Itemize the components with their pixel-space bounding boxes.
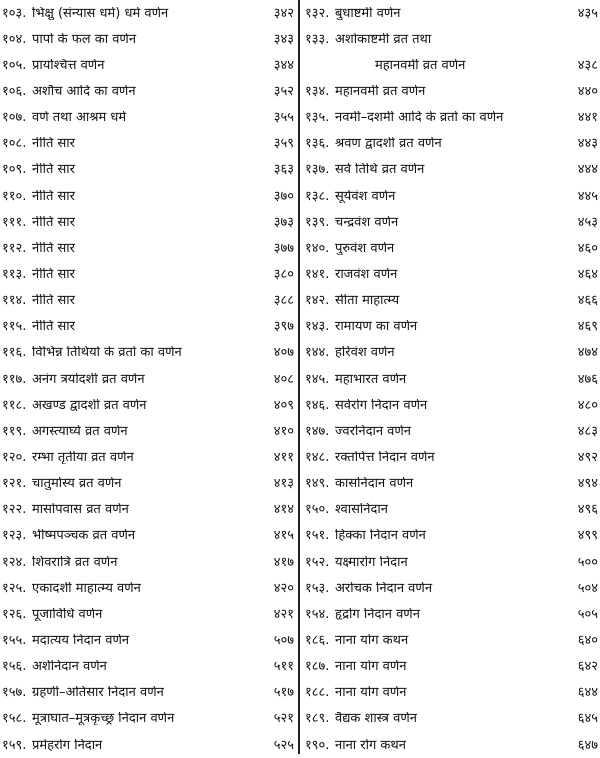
page-number: ३५५ [273, 110, 294, 126]
toc-entry [305, 497, 598, 523]
chapter-number: १०४. [2, 31, 27, 47]
chapter-title: नीति सार [32, 241, 75, 255]
page-number: ३७७ [273, 240, 294, 256]
page-number: ५११ [273, 659, 294, 675]
page-number: ६४४ [577, 685, 598, 701]
page-number: ३८८ [273, 293, 294, 309]
toc-entry [305, 366, 598, 392]
toc-entry [305, 78, 598, 104]
toc-entry [2, 26, 294, 52]
chapter-title: श्वासनिदान [335, 503, 388, 517]
chapter-title: नाना योग वर्णन [335, 660, 407, 674]
chapter-number: १०३. [2, 5, 27, 21]
toc-entry [305, 549, 598, 575]
chapter-number: ११०. [2, 188, 27, 204]
page-number: ४०७ [273, 345, 294, 361]
toc-entry [305, 444, 598, 470]
page-number: ३४४ [273, 57, 294, 73]
page-number: ३५९ [273, 136, 294, 152]
chapter-number: १३२. [305, 5, 330, 21]
chapter-title: नीति सार [32, 320, 75, 334]
chapter-number: १२२. [2, 502, 27, 518]
toc-entry [305, 627, 598, 653]
page-number: ३९७ [273, 319, 294, 335]
chapter-title: अर्शनिदान वर्णन [32, 660, 107, 674]
toc-entry [2, 314, 294, 340]
page-number: ४३८ [577, 57, 598, 73]
page-number: ४१३ [273, 476, 294, 492]
toc-entry [2, 575, 294, 601]
toc-entry [305, 26, 598, 52]
page-number: ३८० [273, 266, 294, 282]
chapter-title: वर्ण तथा आश्रम धर्म [32, 111, 127, 125]
chapter-title: प्रायश्चित्त वर्णन [32, 58, 105, 72]
chapter-title: ग्रहणी–अतिसार निदान वर्णन [32, 686, 164, 700]
page-number: ४६६ [577, 293, 598, 309]
page-number: ५१७ [273, 685, 294, 701]
chapter-number: १२०. [2, 449, 27, 465]
chapter-number: १५०. [305, 502, 330, 518]
chapter-title: चातुर्मास्य व्रत वर्णन [32, 477, 122, 491]
chapter-title: बुधाष्टमी वर्णन [335, 6, 401, 20]
toc-entry [2, 654, 294, 680]
page-number: ३७३ [273, 214, 294, 230]
page-number: ४७४ [577, 345, 598, 361]
left-column [2, 0, 294, 758]
chapter-number: ११६. [2, 345, 27, 361]
toc-entry [2, 523, 294, 549]
chapter-number: ११५. [2, 319, 27, 335]
chapter-number: १५९. [2, 737, 27, 753]
chapter-number: १५५. [2, 632, 27, 648]
page-number: ४९९ [577, 528, 598, 544]
toc-entry [305, 654, 598, 680]
page-number: ४६० [577, 240, 598, 256]
page-number: ५०० [577, 554, 598, 570]
toc-entry [305, 601, 598, 627]
toc-entry [2, 392, 294, 418]
chapter-title: प्रमेहरोग निदान [32, 738, 103, 752]
toc-entry [305, 209, 598, 235]
chapter-number: १८७. [305, 659, 330, 675]
toc-entry [2, 235, 294, 261]
toc-entry [2, 706, 294, 732]
toc-entry [2, 340, 294, 366]
toc-entry [2, 78, 294, 104]
toc-entry [2, 471, 294, 497]
toc-entry [305, 157, 598, 183]
chapter-title: सर्व तिथि व्रत वर्णन [335, 163, 425, 177]
chapter-title: अशोकाष्टमी व्रत तथा [335, 32, 432, 46]
chapter-number: १३४. [305, 83, 330, 99]
page-number: ५०७ [273, 632, 294, 648]
chapter-number: १५२. [305, 554, 330, 570]
chapter-title: सर्वरोग निदान वर्णन [335, 398, 428, 412]
chapter-title: नीति सार [32, 267, 75, 281]
chapter-number: १५३. [305, 580, 330, 596]
toc-entry [305, 261, 598, 287]
chapter-title: मूत्राघात–मूत्रकृच्छ्र निदान वर्णन [32, 712, 175, 726]
toc-entry [2, 131, 294, 157]
page-number: ४७६ [577, 371, 598, 387]
toc-entry [2, 288, 294, 314]
toc-entry [305, 706, 598, 732]
chapter-number: १०७. [2, 110, 27, 126]
chapter-number: ११८. [2, 397, 27, 413]
column-divider [298, 0, 300, 754]
chapter-number: १११. [2, 214, 27, 230]
chapter-number: १४३. [305, 319, 330, 335]
chapter-title: राजवंश वर्णन [335, 267, 398, 281]
chapter-title: अखण्ड द्वादशी व्रत वर्णन [32, 398, 147, 412]
page-number: ४९४ [577, 476, 598, 492]
page-number: ४१५ [273, 528, 294, 544]
chapter-number: १०८. [2, 136, 27, 152]
chapter-title: वैद्यक शास्त्र वर्णन [335, 712, 417, 726]
page-number: ४९२ [577, 449, 598, 465]
page-number: ५२५ [273, 737, 294, 753]
chapter-number: १३३. [305, 31, 330, 47]
chapter-number: ११९. [2, 423, 27, 439]
chapter-title: कासनिदान वर्णन [335, 477, 414, 491]
page-number: ४६४ [577, 266, 598, 282]
page-number: ६४० [577, 632, 598, 648]
page-number: ४८३ [577, 423, 598, 439]
page-number: ३४२ [273, 5, 294, 21]
chapter-number: १५६. [2, 659, 27, 675]
chapter-number: १०६. [2, 83, 27, 99]
toc-entry [2, 497, 294, 523]
page-number: ३७० [273, 188, 294, 204]
chapter-number: १०९. [2, 162, 27, 178]
page-number: ४३५ [577, 5, 598, 21]
page-number: ४४४ [577, 162, 598, 178]
chapter-title: नीति सार [32, 294, 75, 308]
chapter-title: मासोपवास व्रत वर्णन [32, 503, 129, 517]
chapter-title: नीति सार [32, 215, 75, 229]
toc-entry [305, 183, 598, 209]
page-number: ४१७ [273, 554, 294, 570]
page-number: ५२१ [273, 711, 294, 727]
page-number: ४१० [273, 423, 294, 439]
chapter-number: १३५. [305, 110, 330, 126]
chapter-title: भीष्मपञ्चक व्रत वर्णन [32, 529, 136, 543]
toc-entry [305, 0, 598, 26]
toc-entry [305, 52, 598, 78]
chapter-title: ज्वरनिदान वर्णन [335, 424, 412, 438]
chapter-number: १४०. [305, 240, 330, 256]
toc-entry [305, 131, 598, 157]
chapter-number: १४५. [305, 371, 330, 387]
toc-entry [2, 157, 294, 183]
chapter-title: मदात्यय निदान वर्णन [32, 633, 130, 647]
toc-entry [305, 732, 598, 758]
toc-entry [305, 314, 598, 340]
chapter-number: १२४. [2, 554, 27, 570]
chapter-number: ११३. [2, 266, 27, 282]
chapter-title: महानवमी व्रत वर्णन [335, 84, 426, 98]
chapter-number: १२१. [2, 476, 27, 492]
toc-entry [2, 261, 294, 287]
page-number: ४२० [273, 580, 294, 596]
chapter-number: १८६. [305, 632, 330, 648]
chapter-number: १३८. [305, 188, 330, 204]
page-number: ४०८ [273, 371, 294, 387]
toc-entry [2, 105, 294, 131]
toc-entry [2, 418, 294, 444]
page-number: ४१४ [273, 502, 294, 518]
chapter-number: १४८. [305, 449, 330, 465]
toc-entry [305, 680, 598, 706]
chapter-number: १०५. [2, 57, 27, 73]
page-number: ४११ [273, 449, 294, 465]
chapter-title: पुरुवंश वर्णन [335, 241, 395, 255]
chapter-title: सीता माहात्म्य [335, 294, 400, 308]
page-number: ४८० [577, 397, 598, 413]
chapter-title: महाभारत वर्णन [335, 372, 407, 386]
page-number: ४६९ [577, 319, 598, 335]
toc-entry [305, 418, 598, 444]
chapter-title: अगस्त्यार्घ्य व्रत वर्णन [32, 424, 128, 438]
toc-entry [305, 235, 598, 261]
chapter-title: हृद्रोग निदान वर्णन [335, 607, 420, 621]
chapter-title: सूर्यवंश वर्णन [335, 189, 396, 203]
chapter-number: १२६. [2, 606, 27, 622]
chapter-number: १४७. [305, 423, 330, 439]
chapter-number: १८८. [305, 685, 330, 701]
page-number: ६४७ [577, 737, 598, 753]
page-number: ५०४ [577, 580, 598, 596]
chapter-number: १४२. [305, 293, 330, 309]
chapter-title: नाना योग कथन [335, 633, 409, 647]
toc-entry [2, 183, 294, 209]
page-number: ६४२ [577, 659, 598, 675]
chapter-title: श्रवण द्वादशी व्रत वर्णन [335, 137, 442, 151]
toc-entry [305, 340, 598, 366]
chapter-number: १३७. [305, 162, 330, 178]
chapter-number: १४४. [305, 345, 330, 361]
chapter-title: नाना रोग कथन [335, 738, 406, 752]
page-number: ६४५ [577, 711, 598, 727]
toc-entry [2, 444, 294, 470]
chapter-number: १५१. [305, 528, 330, 544]
page-number: ४४१ [577, 110, 598, 126]
toc-entry [305, 392, 598, 418]
chapter-title: यक्ष्मारोग निदान [335, 555, 408, 569]
page-number: ४५३ [577, 214, 598, 230]
page-number: ४४० [577, 83, 598, 99]
toc-entry [2, 0, 294, 26]
chapter-title: हरिवंश वर्णन [335, 346, 395, 360]
toc-entry [305, 288, 598, 314]
page-number: ४२१ [273, 606, 294, 622]
page-number: ३६३ [273, 162, 294, 178]
chapter-title: नवमी–दशमी आदि के व्रतों का वर्णन [335, 111, 504, 125]
toc-entry [2, 366, 294, 392]
chapter-number: १४१. [305, 266, 330, 282]
chapter-number: १८९. [305, 711, 330, 727]
chapter-title: रम्भा तृतीया व्रत वर्णन [32, 450, 134, 464]
toc-entry [2, 209, 294, 235]
toc-entry [2, 732, 294, 758]
chapter-number: १९०. [305, 737, 330, 753]
chapter-number: १५४. [305, 606, 330, 622]
toc-entry [305, 523, 598, 549]
chapter-title: भिक्षु (संन्यास धर्म) धर्म वर्णन [32, 6, 169, 20]
right-column [305, 0, 598, 758]
chapter-title: शिवरात्रि व्रत वर्णन [32, 555, 118, 569]
page-number: ४९६ [577, 502, 598, 518]
chapter-number: १५८. [2, 711, 27, 727]
chapter-title: अनंग त्रयोदशी व्रत वर्णन [32, 372, 145, 386]
toc-entry [2, 549, 294, 575]
chapter-title: हिक्का निदान वर्णन [335, 529, 426, 543]
page-number: ४४३ [577, 136, 598, 152]
chapter-number: १२३. [2, 528, 27, 544]
chapter-number: १४९. [305, 476, 330, 492]
chapter-title: चन्द्रवंश वर्णन [335, 215, 399, 229]
toc-entry [2, 601, 294, 627]
chapter-number: १५७. [2, 685, 27, 701]
page-number: ५०५ [577, 606, 598, 622]
chapter-title: रामायण का वर्णन [335, 320, 418, 334]
chapter-title: अशौच आदि का वर्णन [32, 84, 136, 98]
page-number: ४०९ [273, 397, 294, 413]
chapter-title: नीति सार [32, 189, 75, 203]
chapter-title: रक्तपित्त निदान वर्णन [335, 450, 435, 464]
chapter-title: नीति सार [32, 137, 75, 151]
chapter-title: महानवमी व्रत वर्णन [375, 58, 466, 72]
chapter-number: १४६. [305, 397, 330, 413]
chapter-number: १३९. [305, 214, 330, 230]
chapter-number: १३६. [305, 136, 330, 152]
chapter-title: पूजाविधि वर्णन [32, 607, 103, 621]
chapter-title: विभिन्न तिथियों के व्रतों का वर्णन [32, 346, 182, 360]
toc-entry [2, 52, 294, 78]
chapter-title: पापों के फल का वर्णन [32, 32, 137, 46]
chapter-number: ११७. [2, 371, 27, 387]
toc-entry [305, 105, 598, 131]
chapter-number: ११४. [2, 293, 27, 309]
page-number: ३५२ [273, 83, 294, 99]
chapter-number: १२५. [2, 580, 27, 596]
chapter-title: एकादशी माहात्म्य वर्णन [32, 581, 141, 595]
page-number: ३४३ [273, 31, 294, 47]
toc-entry [305, 575, 598, 601]
toc-entry [305, 471, 598, 497]
toc-entry [2, 680, 294, 706]
chapter-number: ११२. [2, 240, 27, 256]
page-number: ४४५ [577, 188, 598, 204]
chapter-title: नीति सार [32, 163, 75, 177]
chapter-title: अरोचक निदान वर्णन [335, 581, 433, 595]
toc-entry [2, 627, 294, 653]
chapter-title: नाना योग वर्णन [335, 686, 407, 700]
